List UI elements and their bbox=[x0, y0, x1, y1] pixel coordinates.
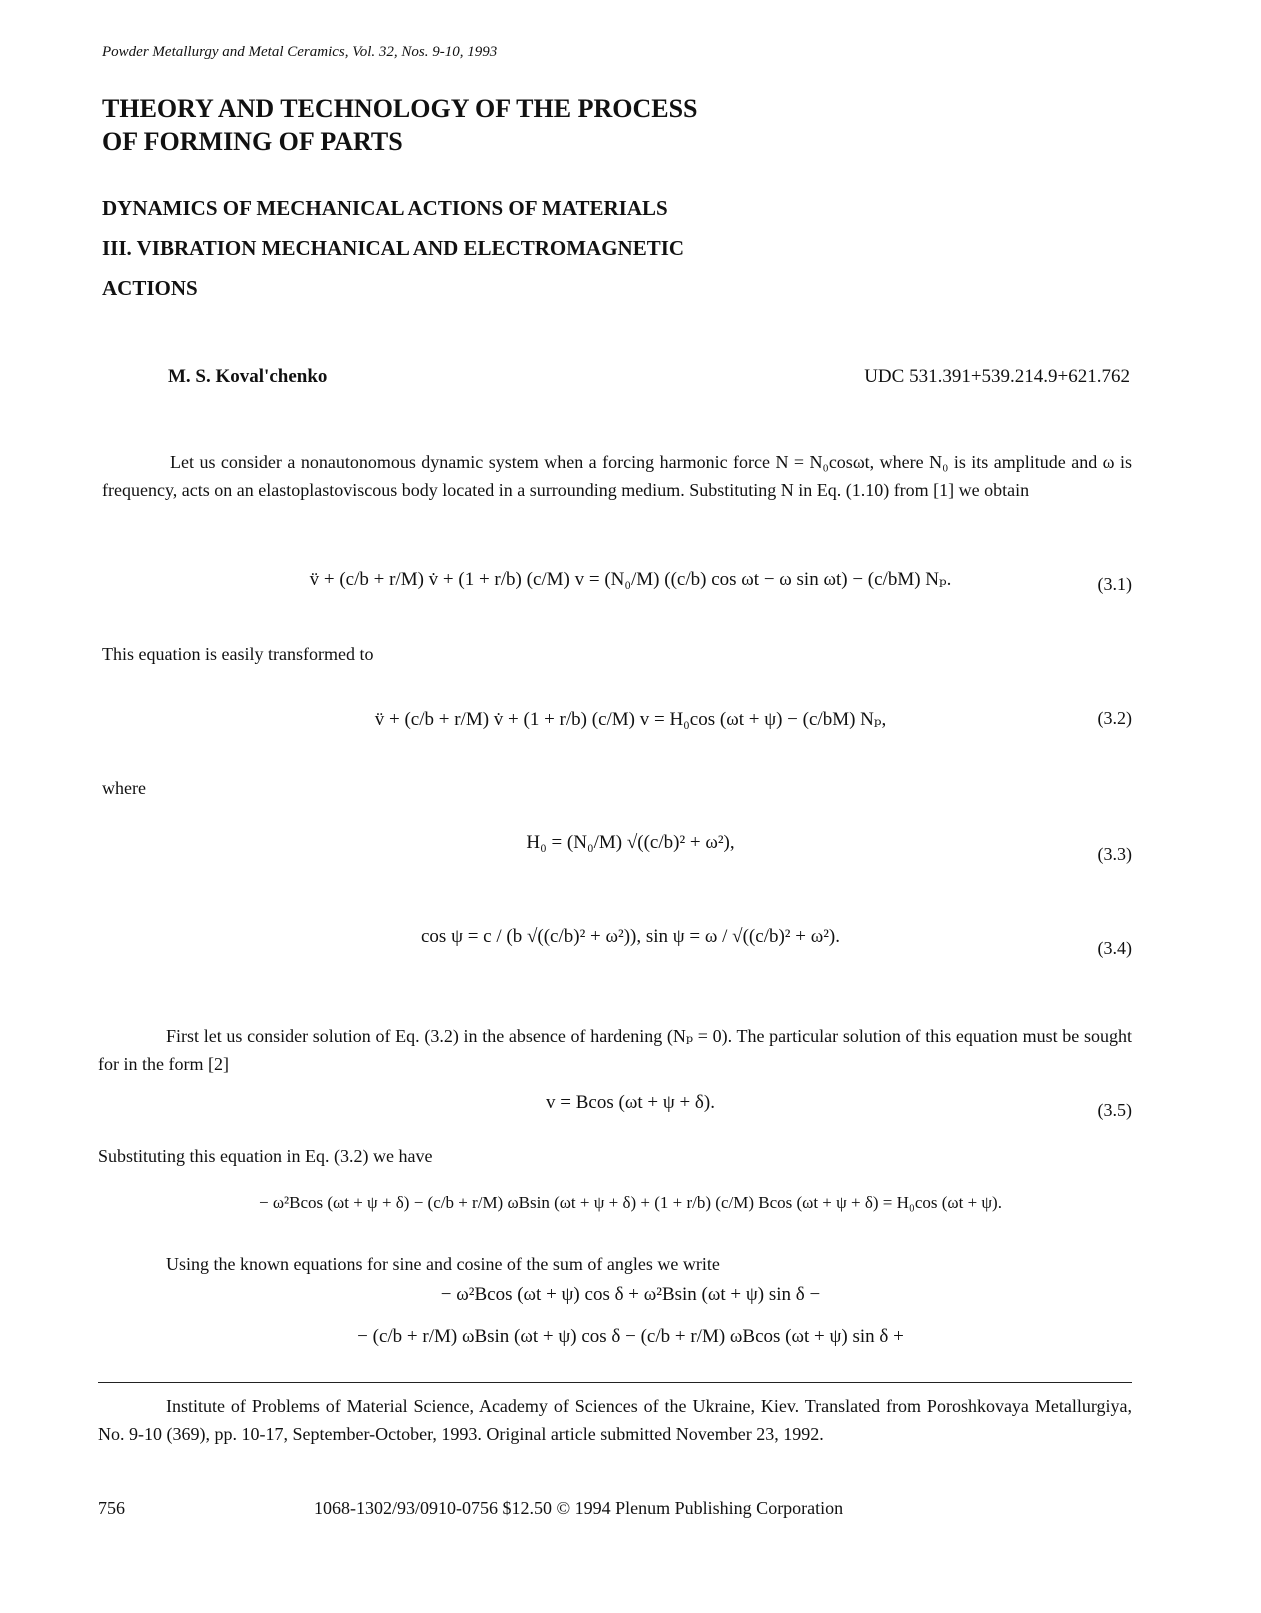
equation-3-1 bbox=[0, 568, 1261, 591]
page-number: 756 bbox=[98, 1498, 125, 1518]
equation-expanded-1 bbox=[0, 1284, 1261, 1306]
equation-3-4 bbox=[0, 926, 1261, 948]
equation-3-1-text: v̈ + (c/b + r/M) v̇ + (1 + r/b) (c/M) v = (N₀/M) ((c/b) cos ωt − ω sin ωt) − (c/bM) Nₚ. bbox=[309, 569, 952, 590]
subtitle-line-2: III. VIBRATION MECHANICAL AND ELECTROMAGNETIC bbox=[102, 236, 685, 260]
equation-expanded-1-text: − ω²Bcos (ωt + ψ) cos δ + ω²Bsin (ωt + ψ) sin δ − bbox=[440, 1284, 821, 1305]
title-line-2: OF FORMING OF PARTS bbox=[102, 127, 403, 156]
equation-3-3-text: H₀ = (N₀/M) √((c/b)² + ω²), bbox=[526, 832, 735, 853]
footnote: Institute of Problems of Material Science, Academy of Sciences of the Ukraine, Kiev. Translated from Poroshkovaya Metallurgiya, No. 9-10 (369), pp. 10-17, September-October, 1993. Original article submitted November 23, 1992. bbox=[98, 1396, 1132, 1444]
equation-3-2-number: (3.2) bbox=[1097, 708, 1132, 728]
udc-code: UDC 531.391+539.214.9+621.762 bbox=[864, 366, 1130, 387]
paragraph-2: This equation is easily transformed to bbox=[102, 644, 374, 664]
paragraph-1: Let us consider a nonautonomous dynamic system when a forcing harmonic force N = N₀cosωt, where N₀ is its amplitude and ω is frequency, acts on an elastoplastoviscous body located in a surrounding medium. Substituting N in Eq. (1.10) from [1] we obtain bbox=[102, 452, 1132, 500]
equation-substituted bbox=[0, 1192, 1261, 1214]
equation-3-5 bbox=[0, 1092, 1261, 1114]
journal-header: Powder Metallurgy and Metal Ceramics, Vol. 32, Nos. 9-10, 1993 bbox=[102, 44, 498, 60]
paragraph-4: Substituting this equation in Eq. (3.2) we have bbox=[98, 1146, 433, 1166]
paragraph-3: First let us consider solution of Eq. (3.2) in the absence of hardening (Nₚ = 0). The particular solution of this equation must be sought for in the form [2] bbox=[98, 1026, 1132, 1074]
equation-3-4-text: cos ψ = c / (b √((c/b)² + ω²)), sin ψ = ω / √((c/b)² + ω²). bbox=[421, 926, 840, 947]
equation-substituted-text: − ω²Bcos (ωt + ψ + δ) − (c/b + r/M) ωBsin (ωt + ψ + δ) + (1 + r/b) (c/M) Bcos (ωt + ψ + δ) = H₀cos (ωt + ψ). bbox=[259, 1193, 1002, 1212]
copyright-line: 1068-1302/93/0910-0756 $12.50 © 1994 Plenum Publishing Corporation bbox=[314, 1498, 844, 1518]
equation-expanded-2-text: − (c/b + r/M) ωBsin (ωt + ψ) cos δ − (c/b + r/M) ωBcos (ωt + ψ) sin δ + bbox=[357, 1326, 904, 1347]
equation-3-4-number: (3.4) bbox=[1097, 938, 1132, 958]
article-section-title bbox=[102, 92, 698, 158]
paragraph-5: Using the known equations for sine and cosine of the sum of angles we write bbox=[166, 1254, 720, 1274]
equation-3-1-number: (3.1) bbox=[1097, 574, 1132, 594]
equation-3-2-text: v̈ + (c/b + r/M) v̇ + (1 + r/b) (c/M) v = H₀cos (ωt + ψ) − (c/bM) Nₚ, bbox=[374, 709, 887, 730]
equation-3-3-number: (3.3) bbox=[1097, 844, 1132, 864]
equation-expanded-2 bbox=[0, 1326, 1261, 1348]
equation-3-3 bbox=[0, 832, 1261, 854]
equation-3-5-text: v = Bcos (ωt + ψ + δ). bbox=[546, 1092, 715, 1113]
subtitle-line-1: DYNAMICS OF MECHANICAL ACTIONS OF MATERIALS bbox=[102, 196, 668, 220]
equation-3-5-number: (3.5) bbox=[1097, 1100, 1132, 1120]
article-title bbox=[102, 188, 684, 308]
footnote-divider bbox=[98, 1382, 1132, 1383]
subtitle-line-3: ACTIONS bbox=[102, 276, 198, 300]
author: M. S. Koval'chenko bbox=[168, 366, 328, 387]
equation-3-2 bbox=[0, 708, 1261, 731]
title-line-1: THEORY AND TECHNOLOGY OF THE PROCESS bbox=[102, 94, 698, 123]
paragraph-where: where bbox=[102, 778, 146, 798]
